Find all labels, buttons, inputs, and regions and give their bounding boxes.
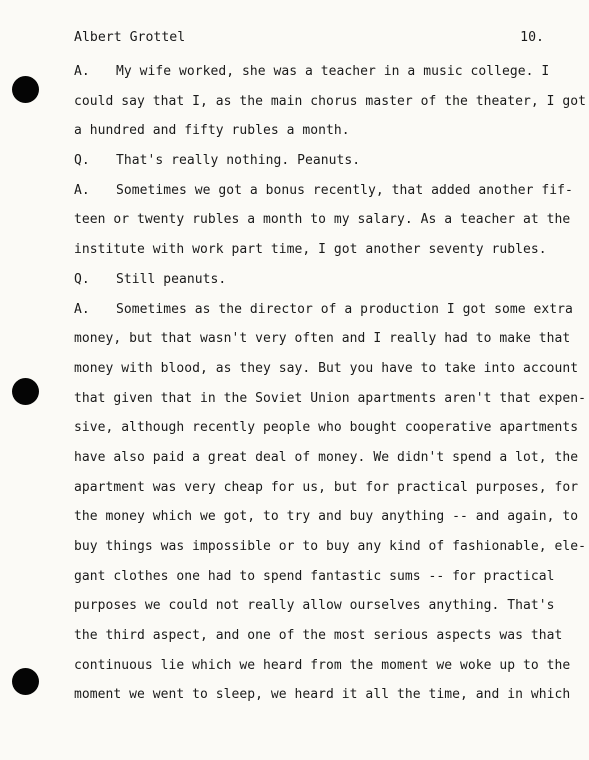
punch-hole [12, 668, 39, 695]
speaker-label: Q. [74, 153, 90, 169]
line-text: continuous lie which we heard from the moment we woke up to the [74, 657, 571, 673]
transcript-line [74, 205, 571, 235]
transcript-line [74, 473, 579, 503]
speaker-label: A. [74, 182, 90, 198]
line-text: That's really nothing. Peanuts. [116, 153, 361, 169]
transcript-line [74, 621, 563, 651]
line-text: moment we went to sleep, we heard it all the time, and in which [74, 687, 571, 703]
transcript-line [74, 680, 571, 710]
transcript-line [74, 443, 579, 473]
transcript-line [74, 146, 554, 176]
transcript-line [74, 324, 571, 354]
line-text: institute with work part time, I got another seventy rubles. [74, 242, 547, 258]
transcript-line [74, 502, 579, 532]
transcript-body [74, 57, 586, 710]
transcript-line [74, 295, 573, 325]
page-number: 10. [520, 30, 544, 45]
line-text: gant clothes one had to spend fantastic sums -- for practical [74, 568, 555, 584]
transcript-line [74, 176, 573, 206]
line-text: Sometimes we got a bonus recently, that added another fif- [116, 182, 573, 198]
line-text: could say that I, as the main chorus master of the theater, I got [74, 93, 586, 109]
line-text: money, but that wasn't very often and I really had to make that [74, 331, 571, 347]
line-text: a hundred and fifty rubles a month. [74, 123, 350, 139]
speaker-label: Q. [74, 271, 90, 287]
transcript-line [74, 354, 579, 384]
interviewee-name: Albert Grottel [74, 30, 186, 45]
speaker-label: A. [74, 64, 90, 79]
transcript-line [74, 57, 554, 87]
transcript-line [74, 87, 586, 117]
transcript-line [74, 532, 586, 562]
line-text: purposes we could not really allow ourselves anything. That's [74, 598, 555, 614]
punch-hole [12, 378, 39, 405]
line-text: that given that in the Soviet Union apartments aren't that expen- [74, 390, 586, 406]
line-text: apartment was very cheap for us, but for practical purposes, for [74, 479, 579, 495]
line-text: money with blood, as they say. But you have to take into account [74, 360, 579, 376]
line-text: the money which we got, to try and buy anything -- and again, to [74, 509, 579, 525]
transcript-line [74, 116, 554, 146]
transcript-line [74, 591, 554, 621]
punch-hole [12, 76, 39, 103]
transcript-line [74, 562, 554, 592]
transcript-line [74, 384, 586, 414]
line-text: Sometimes as the director of a production I got some extra [116, 301, 573, 317]
line-text: Still peanuts. [116, 271, 227, 287]
line-text: buy things was impossible or to buy any kind of fashionable, ele- [74, 539, 586, 554]
line-text: the third aspect, and one of the most serious aspects was that [74, 628, 563, 644]
transcript-line [74, 265, 554, 295]
line-text: teen or twenty rubles a month to my salary. As a teacher at the [74, 212, 571, 228]
transcript-line [74, 235, 554, 265]
line-text: sive, although recently people who bought cooperative apartments [74, 420, 579, 436]
transcript-line [74, 413, 579, 443]
line-text: have also paid a great deal of money. We didn't spend a lot, the [74, 449, 579, 465]
line-text: My wife worked, she was a teacher in a music college. I [116, 64, 550, 79]
transcript-line [74, 651, 571, 681]
speaker-label: A. [74, 301, 90, 317]
